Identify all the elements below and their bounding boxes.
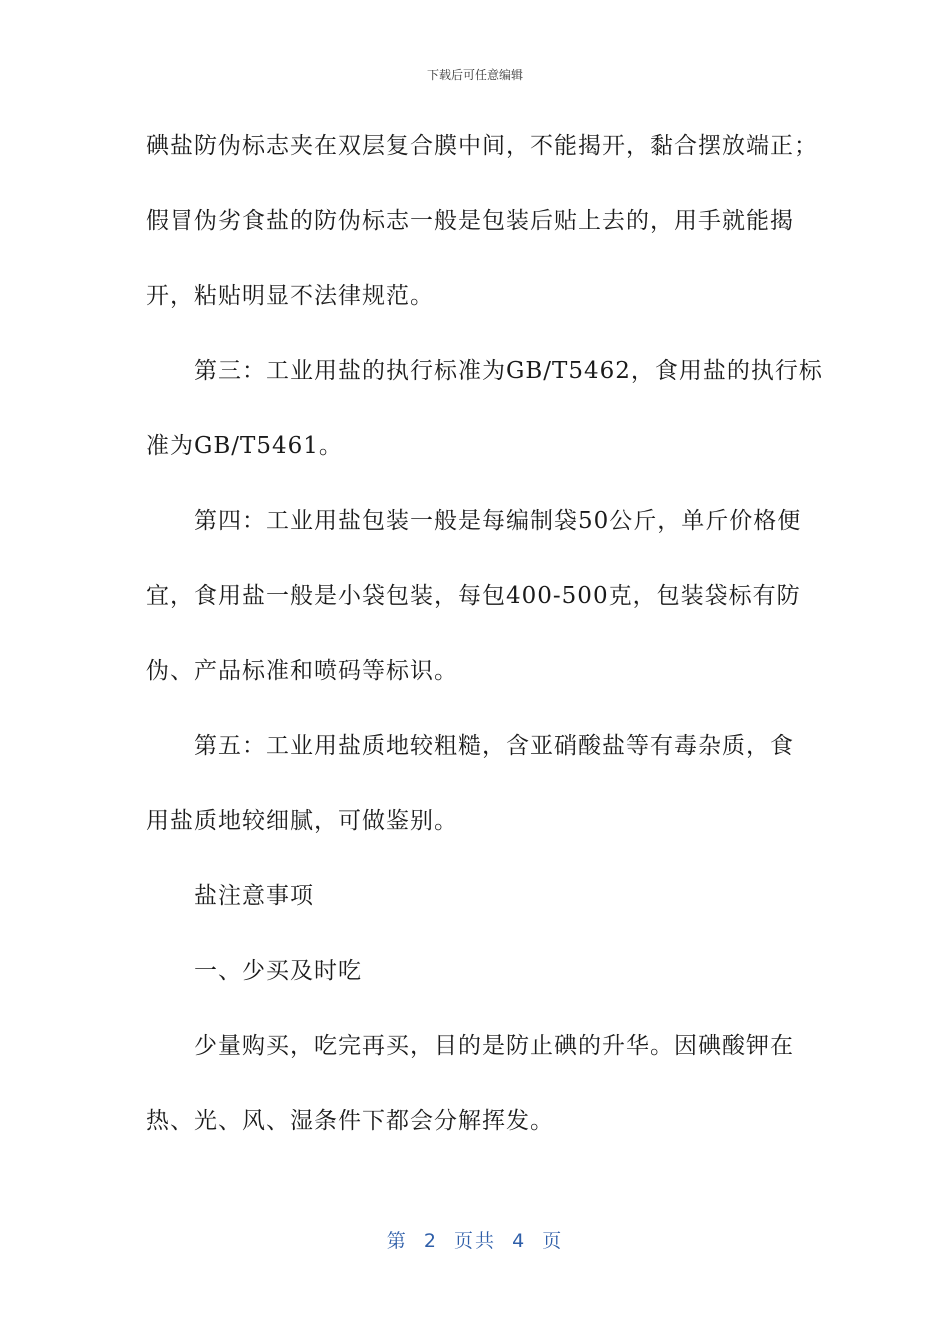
paragraph-line: 碘盐防伪标志夹在双层复合膜中间，不能揭开，黏合摆放端正； xyxy=(146,133,818,159)
paragraph-line: 第三：工业用盐的执行标准为GB/T5462，食用盐的执行标 xyxy=(194,358,823,384)
paragraph-line: 少量购买，吃完再买，目的是防止碘的升华。因碘酸钾在 xyxy=(194,1033,794,1059)
paragraph-line: 用盐质地较细腻，可做鉴别。 xyxy=(146,808,458,834)
paragraph-line: 第四：工业用盐包装一般是每编制袋50公斤，单斤价格便 xyxy=(194,508,802,534)
page-header: 下载后可任意编辑 xyxy=(426,68,523,82)
paragraph-line: 宜，食用盐一般是小袋包装，每包400-500克，包装袋标有防 xyxy=(146,583,801,609)
subsection-heading: 一、少买及时吃 xyxy=(194,958,362,984)
paragraph-line: 准为GB/T5461。 xyxy=(146,433,343,459)
paragraph-line: 伪、产品标准和喷码等标识。 xyxy=(146,658,458,684)
section-heading: 盐注意事项 xyxy=(194,883,314,909)
paragraph-line: 假冒伪劣食盐的防伪标志一般是包装后贴上去的，用手就能揭 xyxy=(146,208,794,234)
page-number-footer: 第 2 页共 4 页 xyxy=(386,1230,564,1252)
document-body xyxy=(146,128,823,1178)
paragraph-line: 第五：工业用盐质地较粗糙，含亚硝酸盐等有毒杂质，食 xyxy=(194,733,794,759)
paragraph-line: 开，粘贴明显不法律规范。 xyxy=(146,283,434,309)
paragraph-line: 热、光、风、湿条件下都会分解挥发。 xyxy=(146,1108,554,1134)
